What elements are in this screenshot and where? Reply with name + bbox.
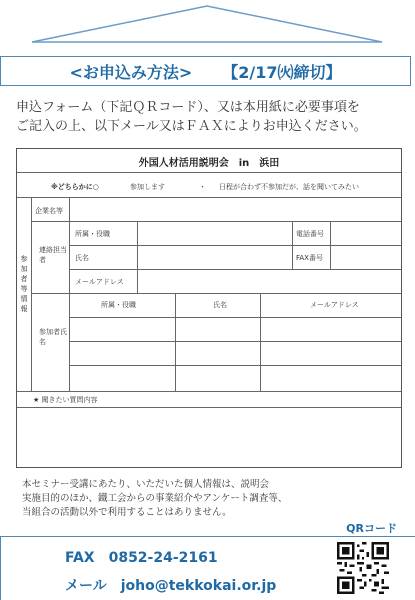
- choice-separator: ・: [199, 183, 206, 191]
- roof-decoration: [0, 0, 415, 48]
- application-method-banner: [0, 56, 411, 86]
- notice-line-1: 本セミナー受講にあたり、いただいた個人情報は、説明会: [22, 479, 270, 490]
- notice-line-3: 当組合の活動以外で利用することはありません。: [22, 507, 232, 518]
- contact-person-label: 連絡担当者: [39, 246, 67, 264]
- application-form: [16, 148, 402, 468]
- choice-interested[interactable]: 日程が合わず不参加だが、話を聞いてみたい: [219, 183, 359, 191]
- method-heading: <お申込み方法>: [69, 62, 193, 82]
- col-affiliation-header: 所属・役職: [101, 301, 136, 309]
- notice-line-2: 実施目的のほか、鐵工会からの事業紹介やアンケート調査等、: [22, 493, 288, 504]
- name-label: 氏名: [75, 254, 89, 262]
- participants-label: 参加者氏名: [39, 328, 67, 346]
- questions-label: ★ 聞きたい質問内容: [33, 396, 98, 404]
- affiliation-label: 所属・役職: [75, 230, 110, 238]
- fax-number: FAX 0852-24-2161: [65, 550, 218, 566]
- intro-line-2: ご記入の上、以下メール又はＦＡＸによりお申込ください。: [16, 119, 367, 134]
- qr-label: QRコード: [346, 522, 397, 535]
- intro-line-1: 申込フォーム（下記ＱＲコード）、又は本用紙に必要事項を: [16, 100, 360, 115]
- col-name-header: 氏名: [213, 301, 227, 309]
- qr-code-icon[interactable]: [337, 542, 389, 594]
- email-address[interactable]: メール joho@tekkokai.or.jp: [65, 578, 277, 594]
- deadline-heading: 【2/17㈫締切】: [222, 62, 342, 82]
- intro-text: [16, 98, 411, 136]
- choice-prefix: ※どちらかに○: [51, 183, 99, 191]
- participant-info-side-label: 参加者等情報: [20, 255, 28, 313]
- fax-label: FAX番号: [296, 254, 323, 262]
- privacy-notice: [22, 478, 382, 520]
- col-email-header: メールアドレス: [310, 301, 359, 309]
- phone-label: 電話番号: [296, 230, 324, 238]
- email-label: メールアドレス: [75, 278, 124, 286]
- choice-attend[interactable]: 参加します: [130, 183, 165, 191]
- form-title: 外国人材活用説明会 in 浜田: [138, 158, 280, 169]
- company-label: 企業名等: [35, 207, 63, 215]
